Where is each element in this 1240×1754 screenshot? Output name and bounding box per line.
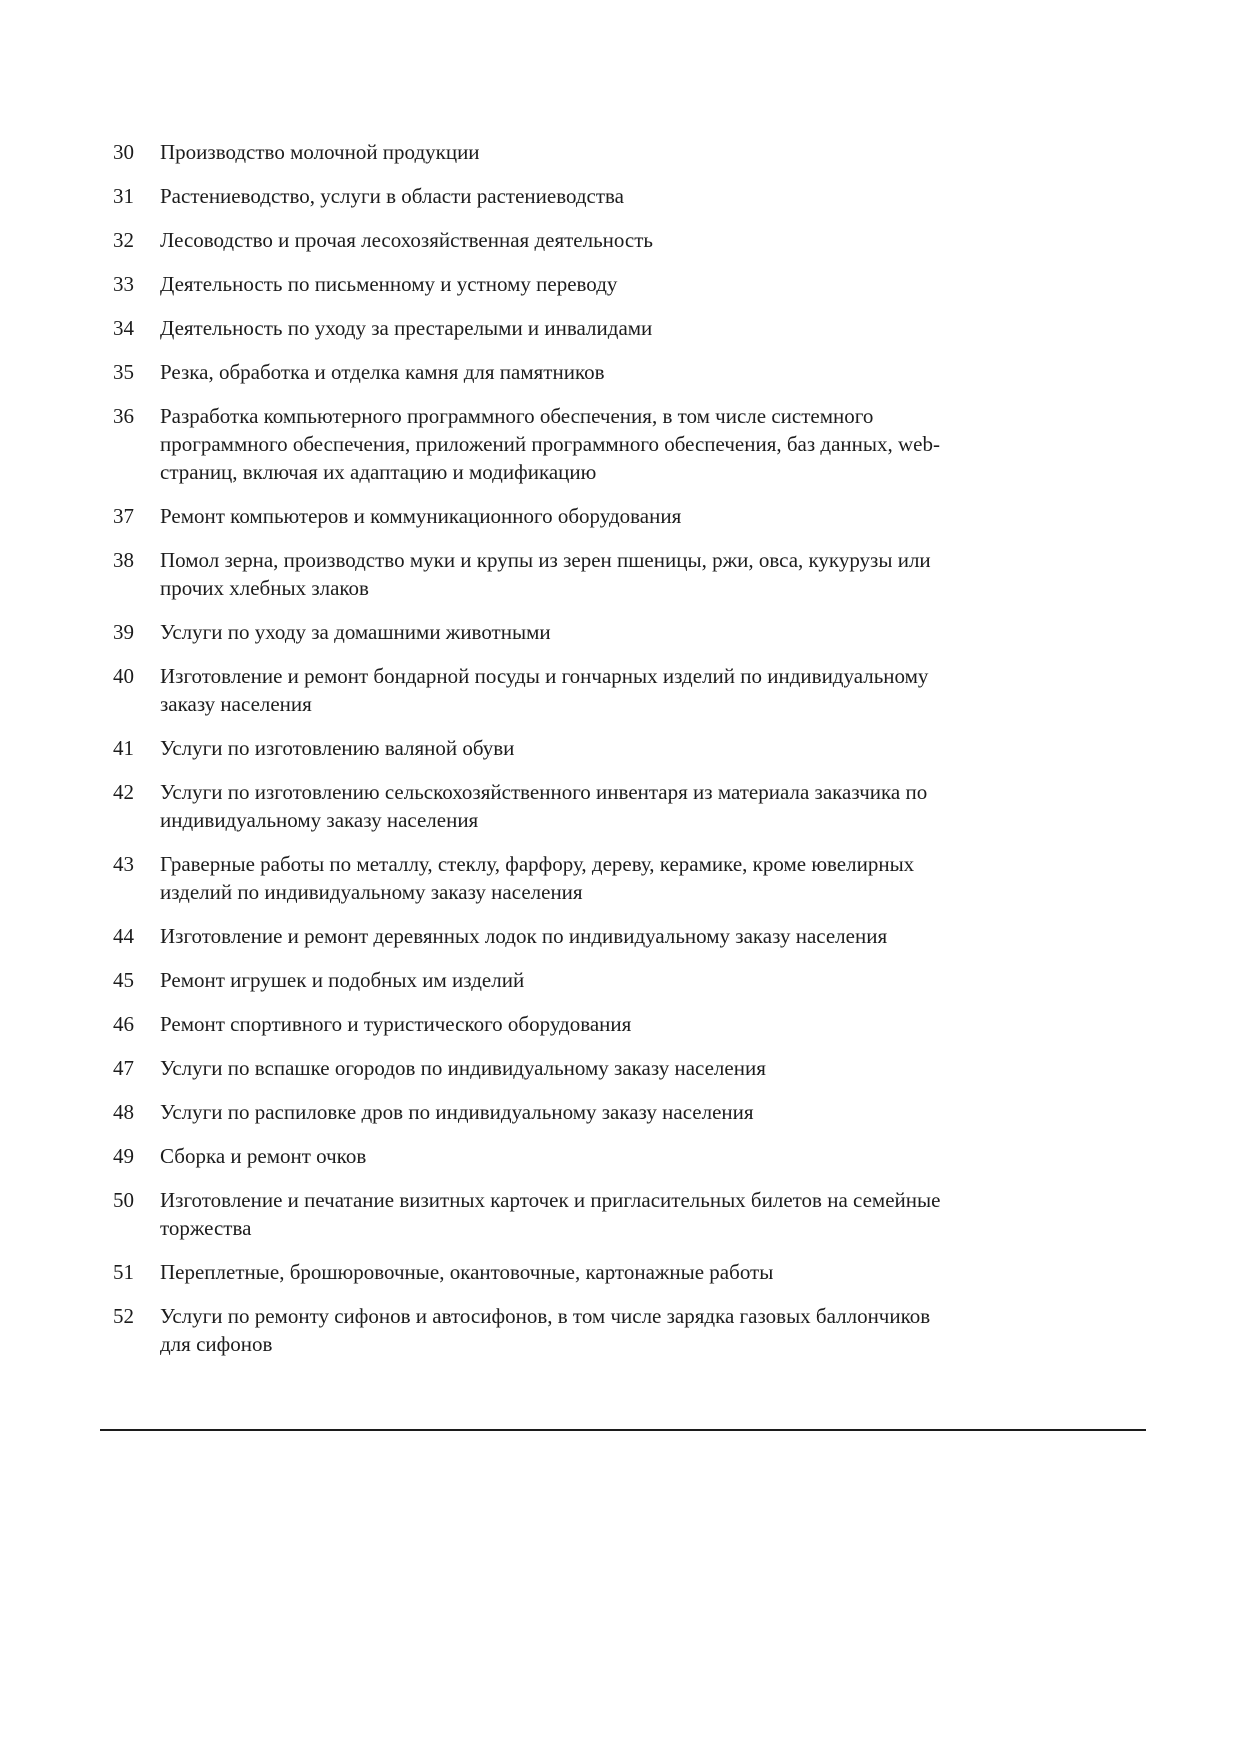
item-number: 41 — [113, 736, 134, 760]
item-text: Сборка и ремонт очков — [160, 1144, 367, 1168]
list-item — [113, 546, 953, 602]
item-text: Граверные работы по металлу, стеклу, фарфору, дереву, керамике, кроме ювелирных изделий по индивидуальному заказу населения — [160, 852, 915, 904]
item-text: Деятельность по уходу за престарелыми и инвалидами — [160, 316, 653, 340]
item-text: Услуги по изготовлению валяной обуви — [160, 736, 515, 760]
item-number: 30 — [113, 140, 134, 164]
item-text: Ремонт компьютеров и коммуникационного оборудования — [160, 504, 682, 528]
item-number: 37 — [113, 504, 134, 528]
list-item — [113, 1258, 953, 1286]
item-number: 52 — [113, 1304, 134, 1328]
item-text: Услуги по распиловке дров по индивидуальному заказу населения — [160, 1100, 754, 1124]
item-number: 38 — [113, 548, 134, 572]
item-number: 33 — [113, 272, 134, 296]
item-text: Услуги по ремонту сифонов и автосифонов, в том числе зарядка газовых баллончиков для сифонов — [160, 1304, 931, 1356]
list-item — [113, 502, 953, 530]
item-number: 46 — [113, 1012, 134, 1036]
item-number: 31 — [113, 184, 134, 208]
item-number: 35 — [113, 360, 134, 384]
item-text: Разработка компьютерного программного обеспечения, в том числе системного программного обеспечения, приложений программного обеспечения, баз данных, web-страниц, включая их адаптацию и модификацию — [160, 404, 940, 484]
item-text: Переплетные, брошюровочные, окантовочные, картонажные работы — [160, 1260, 774, 1284]
item-text: Услуги по уходу за домашними животными — [160, 620, 551, 644]
item-text: Изготовление и печатание визитных карточек и пригласительных билетов на семейные торжества — [160, 1188, 941, 1240]
list-item — [113, 1302, 953, 1358]
item-text: Лесоводство и прочая лесохозяйственная деятельность — [160, 228, 653, 252]
list-item — [113, 618, 953, 646]
footer-divider — [100, 1429, 1146, 1431]
item-number: 43 — [113, 852, 134, 876]
list-item — [113, 1054, 953, 1082]
item-number: 50 — [113, 1188, 134, 1212]
list-item — [113, 1142, 953, 1170]
list-item — [113, 270, 953, 298]
item-text: Изготовление и ремонт бондарной посуды и гончарных изделий по индивидуальному заказу населения — [160, 664, 929, 716]
item-text: Резка, обработка и отделка камня для памятников — [160, 360, 605, 384]
activity-list — [113, 138, 953, 1374]
item-number: 44 — [113, 924, 134, 948]
list-item — [113, 1186, 953, 1242]
list-item — [113, 922, 953, 950]
list-item — [113, 226, 953, 254]
list-item — [113, 1010, 953, 1038]
item-number: 34 — [113, 316, 134, 340]
list-item — [113, 1098, 953, 1126]
item-number: 49 — [113, 1144, 134, 1168]
list-item — [113, 138, 953, 166]
item-text: Ремонт игрушек и подобных им изделий — [160, 968, 525, 992]
list-item — [113, 734, 953, 762]
list-item — [113, 662, 953, 718]
item-text: Услуги по вспашке огородов по индивидуальному заказу населения — [160, 1056, 766, 1080]
list-item — [113, 966, 953, 994]
item-text: Изготовление и ремонт деревянных лодок по индивидуальному заказу населения — [160, 924, 888, 948]
list-item — [113, 778, 953, 834]
item-number: 45 — [113, 968, 134, 992]
item-number: 39 — [113, 620, 134, 644]
item-number: 36 — [113, 404, 134, 428]
item-number: 42 — [113, 780, 134, 804]
item-text: Помол зерна, производство муки и крупы из зерен пшеницы, ржи, овса, кукурузы или прочих хлебных злаков — [160, 548, 931, 600]
list-item — [113, 850, 953, 906]
item-number: 48 — [113, 1100, 134, 1124]
item-number: 32 — [113, 228, 134, 252]
list-item — [113, 358, 953, 386]
item-number: 51 — [113, 1260, 134, 1284]
item-text: Услуги по изготовлению сельскохозяйственного инвентаря из материала заказчика по индивидуальному заказу населения — [160, 780, 928, 832]
item-text: Производство молочной продукции — [160, 140, 480, 164]
item-text: Деятельность по письменному и устному переводу — [160, 272, 618, 296]
list-item — [113, 182, 953, 210]
item-number: 40 — [113, 664, 134, 688]
item-text: Ремонт спортивного и туристического оборудования — [160, 1012, 632, 1036]
item-text: Растениеводство, услуги в области растениеводства — [160, 184, 624, 208]
list-item — [113, 314, 953, 342]
list-item — [113, 402, 953, 486]
item-number: 47 — [113, 1056, 134, 1080]
